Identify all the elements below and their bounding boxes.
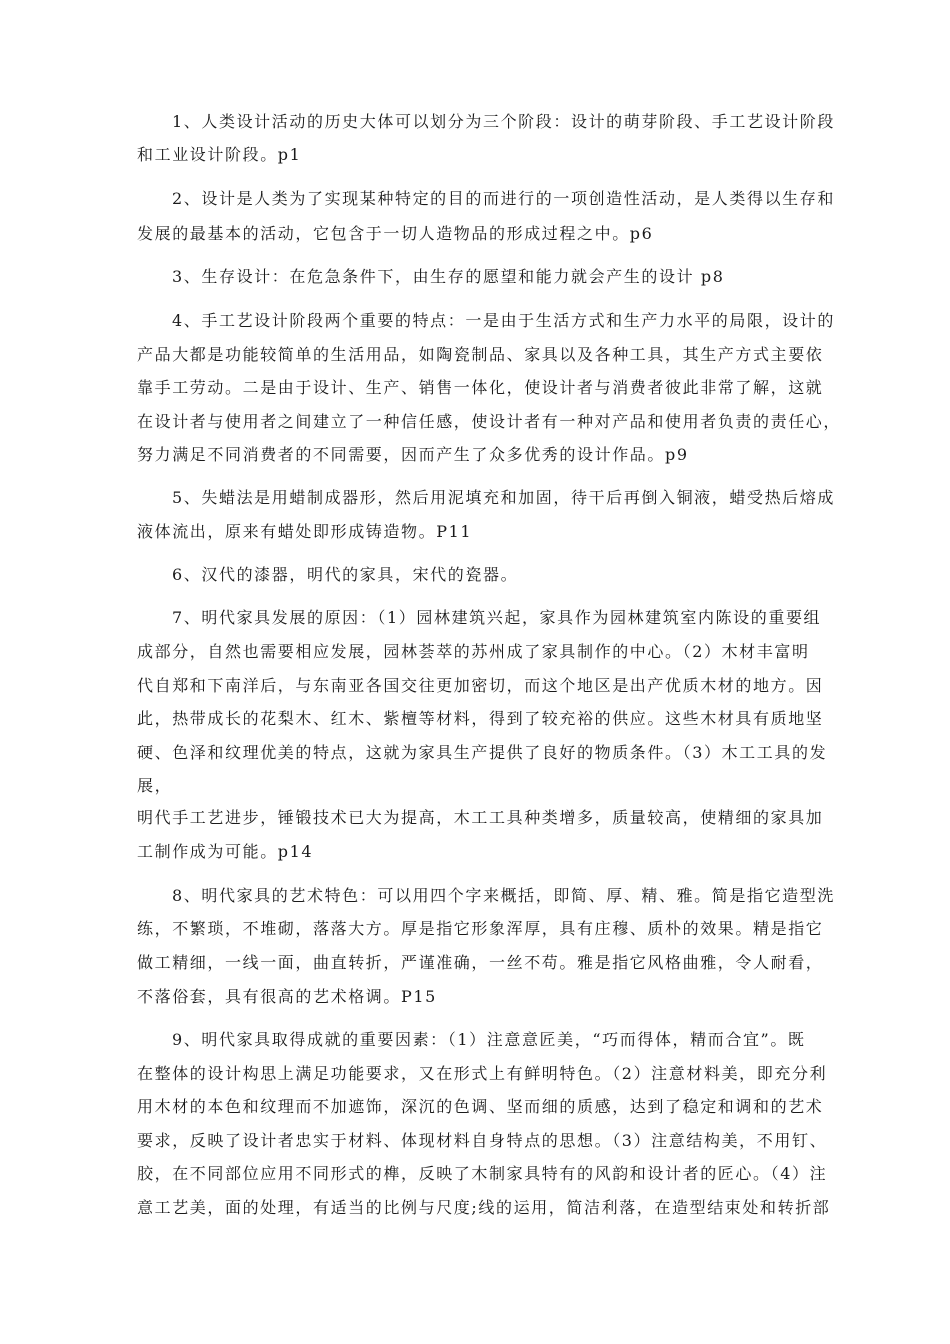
text-line: 6、汉代的漆器，明代的家具，宋代的瓷器。 bbox=[172, 565, 519, 584]
text-line: 成部分，自然也需要相应发展，园林荟萃的苏州成了家具制作的中心。（2）木材丰富明 bbox=[137, 642, 810, 661]
text-line: 在设计者与使用者之间建立了一种信任感，使设计者有一种对产品和使用者负责的责任心， bbox=[137, 412, 842, 431]
text-line: 发展的最基本的活动，它包含于一切人造物品的形成过程之中。p6 bbox=[137, 224, 654, 243]
text-line: 2、设计是人类为了实现某种特定的目的而进行的一项创造性活动，是人类得以生存和 bbox=[172, 189, 835, 208]
text-line: 靠手工劳动。二是由于设计、生产、销售一体化，使设计者与消费者彼此非常了解，这就 bbox=[137, 378, 824, 397]
text-line: 5、失蜡法是用蜡制成器形，然后用泥填充和加固，待干后再倒入铜液，蜡受热后熔成 bbox=[172, 488, 835, 507]
text-line: 胶，在不同部位应用不同形式的榫，反映了木制家具特有的风韵和设计者的匠心。（4）注 bbox=[137, 1164, 828, 1183]
text-line: 和工业设计阶段。p1 bbox=[137, 145, 302, 164]
text-line: 1、人类设计活动的历史大体可以划分为三个阶段：设计的萌芽阶段、手工艺设计阶段 bbox=[172, 112, 835, 131]
text-line: 做工精细，一线一面，曲直转折，严谨准确，一丝不苟。雅是指它风格曲雅，令人耐看， bbox=[137, 953, 824, 972]
text-line: 练，不繁琐，不堆砌，落落大方。厚是指它形象浑厚，具有庄穆、质朴的效果。精是指它 bbox=[137, 919, 824, 938]
text-line: 用木材的本色和纹理而不加遮饰，深沉的色调、坚而细的质感，达到了稳定和调和的艺术 bbox=[137, 1097, 824, 1116]
text-line: 产品大都是功能较简单的生活用品，如陶瓷制品、家具以及各种工具，其生产方式主要依 bbox=[137, 345, 824, 364]
text-line: 4、手工艺设计阶段两个重要的特点：一是由于生活方式和生产力水平的局限，设计的 bbox=[172, 311, 835, 330]
text-line: 努力满足不同消费者的不同需要，因而产生了众多优秀的设计作品。p9 bbox=[137, 445, 689, 464]
text-line: 7、明代家具发展的原因：（1）园林建筑兴起，家具作为园林建筑室内陈设的重要组 bbox=[172, 608, 822, 627]
text-line: 此，热带成长的花梨木、红木、紫檀等材料，得到了较充裕的供应。这些木材具有质地坚 bbox=[137, 709, 824, 728]
text-line: 明代手工艺进步，锤锻技术已大为提高，木工工具种类增多，质量较高，使精细的家具加 bbox=[137, 808, 824, 827]
text-line: 要求，反映了设计者忠实于材料、体现材料自身特点的思想。（3）注意结构美，不用钉、 bbox=[137, 1131, 828, 1150]
text-line: 不落俗套，具有很高的艺术格调。P15 bbox=[137, 987, 437, 1006]
text-line: 8、明代家具的艺术特色：可以用四个字来概括，即简、厚、精、雅。简是指它造型洗 bbox=[172, 886, 835, 905]
text-line: 在整体的设计构思上满足功能要求，又在形式上有鲜明特色。（2）注意材料美，即充分利 bbox=[137, 1064, 828, 1083]
text-line: 液体流出，原来有蜡处即形成铸造物。P11 bbox=[137, 522, 473, 541]
text-line: 硬、色泽和纹理优美的特点，这就为家具生产提供了良好的物质条件。（3）木工工具的发 bbox=[137, 743, 828, 762]
text-line: 代自郑和下南洋后，与东南亚各国交往更加密切，而这个地区是出产优质木材的地方。因 bbox=[137, 676, 824, 695]
text-line: 意工艺美，面的处理，有适当的比例与尺度;线的运用，简洁利落，在造型结束处和转折部 bbox=[137, 1198, 831, 1217]
text-line: 3、生存设计：在危急条件下，由生存的愿望和能力就会产生的设计 p8 bbox=[172, 267, 725, 286]
text-line: 工制作成为可能。p14 bbox=[137, 842, 314, 861]
text-line: 展， bbox=[137, 776, 173, 795]
text-line: 9、明代家具取得成就的重要因素：（1）注意意匠美，“巧而得体，精而合宜”。既 bbox=[172, 1030, 806, 1049]
